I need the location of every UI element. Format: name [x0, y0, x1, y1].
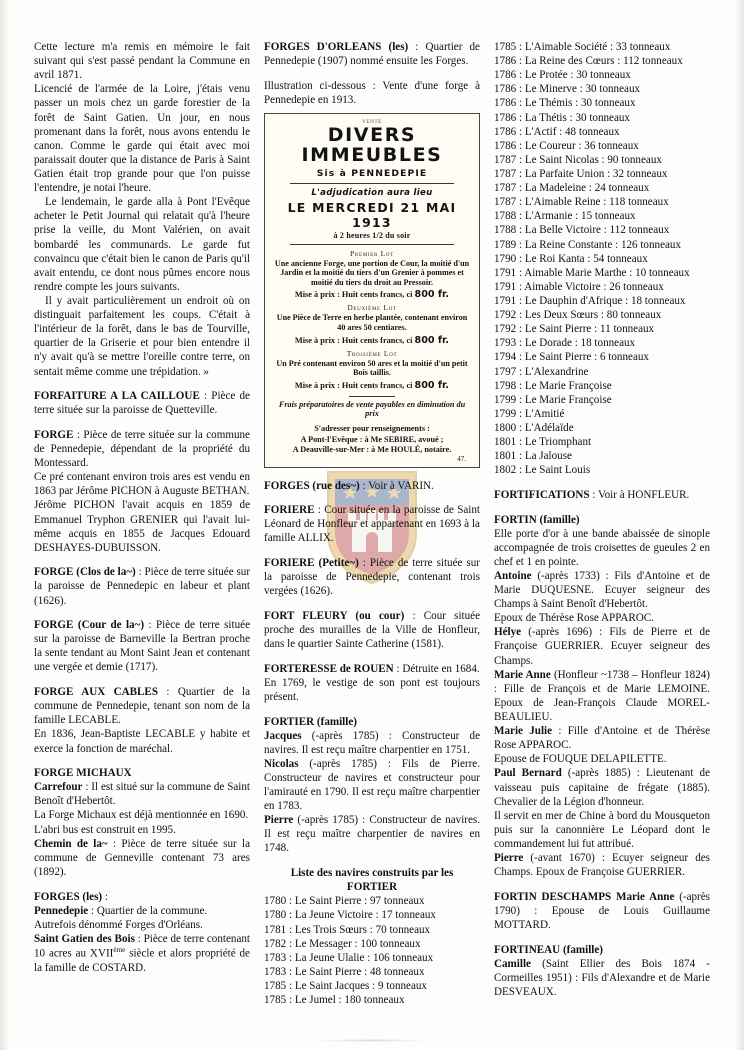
entry-detail-line: La Forge Michaux est déjà mentionnée en 1690.	[34, 809, 249, 822]
entry-subentry	[264, 813, 480, 855]
entry-separator: :	[404, 609, 424, 622]
ad-lot-body: Une ancienne Forge, une portion de Cour, la moitié d'un Jardin et la moitié du tiers d'un Grenier à pommes et moitié du tiers du droit au Pressoir.	[274, 258, 470, 287]
illustration-caption: Illustration ci-dessous : Vente d'une forge à Pennedepie en 1913.	[264, 79, 480, 106]
entry-separator: :	[135, 566, 145, 579]
subentry-text: Fils de Pierre et de Françoise GUERRIER. Ecuyer seigneur des Champs.	[494, 626, 710, 667]
subentry-separator: (Saint Ellier des Bois 1874 - Cormeilles 1951) :	[494, 957, 710, 984]
entry-headword: FORIERE (Petite~)	[264, 557, 359, 570]
ad-pre-line: VENTE	[362, 118, 382, 125]
ad-lot-price	[272, 380, 472, 391]
entry-headword: FORIERE	[264, 504, 315, 517]
subentry-term: Paul Bernard	[494, 767, 562, 780]
dictionary-entry	[34, 428, 250, 470]
entry-separator: :	[144, 619, 157, 632]
subentry-separator: (-après 1696) :	[521, 626, 610, 639]
ship-list-item: 1794 : Le Saint Pierre : 6 tonneaux	[494, 351, 649, 364]
entry-body: Pièce de terre située sur la commune de Pennedepie, dépendant de la propriété du Montessard.	[34, 428, 250, 470]
dictionary-entry	[264, 715, 480, 729]
entry-detail-line: En 1769, le vestige de son pont est toujours présent.	[264, 676, 480, 703]
subentry-term: Marie Anne	[494, 668, 551, 681]
entry-body: Cour située en la paroisse de Saint Léonard de Honfleur et appartenant en 1693 à la famille ALLIX.	[264, 504, 480, 545]
ship-list-item: 1799 : Le Marie Françoise	[494, 393, 612, 406]
ship-list-item: 1787 : La Parfaite Union : 32 tonneaux	[494, 167, 668, 180]
subentry-separator: :	[552, 725, 568, 738]
ship-list-item: 1802 : Le Saint Louis	[494, 464, 591, 477]
subentry-term: Antoine	[494, 569, 532, 582]
intro-paragraph-1: Cette lecture m'a remis en mémoire le fait suivant qui s'est passé pendant la Commune en avril 1871.	[34, 41, 250, 82]
entry-subentry	[264, 729, 480, 757]
ship-list-item: 1788 : La Belle Victoire : 112 tonneaux	[494, 224, 670, 237]
dictionary-entry	[34, 890, 250, 904]
entry-separator: :	[102, 890, 108, 903]
ad-lot-price-prefix: Mise à prix : Huit cents francs, ci	[294, 290, 415, 300]
ad-lot-body: Un Pré contenant environ 50 ares et la moitié d'un petit Bois taillis.	[276, 358, 468, 378]
ad-lot-price	[272, 289, 472, 300]
ad-italic-line: L'adjudication aura lieu	[311, 187, 433, 198]
dictionary-entry	[34, 685, 250, 727]
subentry-term: Carrefour	[34, 781, 83, 794]
entry-headword: FORGES (les)	[34, 890, 103, 903]
subentry-term: Camille	[494, 957, 531, 970]
ship-list-continued	[494, 40, 710, 477]
subentry-separator: (-après 1785) :	[293, 814, 370, 827]
entry-body: Pièce de terre située sur la paroisse de Pennedepic en labeur et plant (1626).	[34, 566, 251, 607]
ad-short-rule	[349, 396, 395, 397]
ship-list-item: 1800 : L'Adélaïde	[494, 421, 574, 434]
ship-list-item: 1783 : Le Saint Pierre : 48 tonneaux	[264, 965, 425, 978]
ship-list-title-line-1: Liste des navires construits par les	[290, 867, 454, 880]
subentry-term: Pierre	[494, 852, 524, 865]
ship-list-item: 1793 : Le Dorade : 18 tonneaux	[494, 337, 636, 350]
ship-list-item: 1787 : La Madeleine : 24 tonneaux	[494, 182, 650, 195]
ship-list-item: 1801 : La Jalouse	[494, 450, 572, 463]
subentry-term: Chemin de la~	[34, 837, 108, 850]
ad-lot-price	[272, 335, 472, 346]
subentry-text-b: siècle et alors propriété de la famille de COSTARD.	[34, 947, 250, 974]
ad-lot-price-value: 800 fr.	[414, 379, 450, 391]
entry-subentry	[494, 957, 710, 999]
entry-body: Pièce de terre située sur la paroisse de Pennedepie, contenant trois vergées (1626).	[264, 557, 480, 598]
entry-detail-line: Ce pré contenant environ trois ares est vendu en 1863 par Jérôme PICHON à Auguste BETHAN.	[34, 471, 250, 498]
entry-body: Epouse de Louis Guillaume MOTTARD.	[494, 904, 710, 932]
ship-list-item: 1783 : La Jeune Ulalie : 106 tonneaux	[264, 951, 434, 964]
entry-body: Cour située proche des murailles de la Ville de Honfleur, dans le quartier Sainte Catherine (1581).	[264, 609, 481, 651]
entry-detail-line: En 1836, Jean-Baptiste LECABLE y habite et exerce la fonction de maréchal.	[34, 728, 250, 755]
subentry-text: Il est situé sur la commune de Saint Benoît d'Hebertôt.	[34, 781, 250, 808]
ship-list-item: 1780 : Le Saint Pierre : 97 tonneaux	[264, 895, 425, 908]
subentry-text: Constructeur de navires. Il est reçu maître charpentier en 1751.	[264, 729, 480, 756]
entry-body: Pièce de terre située sur la paroisse de Quetteville.	[34, 390, 250, 417]
entry-separator: :	[199, 390, 212, 403]
entry-separator: :	[408, 41, 426, 53]
ordinal-suffix: ème	[113, 945, 126, 954]
ship-list-title-line-2: FORTIER	[346, 881, 398, 894]
page-fold-mark	[312, 1039, 432, 1042]
ship-list-item: 1789 : La Reine Constante : 126 tonneaux	[494, 238, 682, 251]
subentry-text: Pièce de terre située sur la commune de Genneville contenant 73 ares (1892).	[34, 837, 251, 878]
dictionary-entry	[494, 890, 710, 932]
subentry-term: Marie Julie	[494, 725, 553, 738]
ship-list-item: 1801 : Le Triomphant	[494, 436, 592, 449]
ship-list-item: 1786 : Le Thémis : 30 tonneaux	[494, 97, 636, 110]
subentry-text: Lieutenant de vaisseau puis capitaine de frégate (1885). Chevalier de la Légion d'honneur.	[494, 767, 710, 808]
ship-list-item: 1780 : La Jeune Victoire : 17 tonneaux	[264, 909, 436, 922]
ad-contact-block	[272, 424, 472, 455]
dictionary-entry	[264, 609, 480, 651]
entry-subentry	[34, 837, 250, 879]
column-right	[494, 40, 711, 998]
ship-list-item: 1788 : L'Armanie : 15 tonneaux	[494, 210, 636, 223]
subentry-separator: :	[88, 904, 97, 917]
entry-detail-line: Jérôme PICHON l'avait acquis en 1859 de Emmanuel Tryphon GRENIER qui l'avait lui-même acquis en 1855 de Jacques Edouard DESHAYES-DUBUISSON.	[34, 499, 250, 554]
dictionary-entry	[264, 556, 480, 598]
ship-list-item: 1785 : Le Saint Jacques : 9 tonneaux	[264, 979, 427, 992]
entry-separator: :	[359, 479, 369, 492]
entry-subentry	[494, 809, 710, 851]
entry-subentry	[264, 757, 480, 813]
newspaper-advertisement-1913	[264, 113, 480, 468]
ship-list-middle	[264, 894, 480, 1007]
ship-list-item: 1799 : L'Amitié	[494, 407, 565, 420]
ship-list-item: 1787 : Le Saint Nicolas : 90 tonneaux	[494, 153, 662, 166]
ship-list-item: 1791 : Aimable Marie Marthe : 10 tonneaux	[494, 266, 690, 279]
ad-number: 47.	[457, 455, 466, 464]
entry-subentry	[494, 851, 710, 879]
entry-subentry	[494, 724, 710, 752]
entry-separator: :	[589, 488, 599, 501]
ad-lot-label: Deuxième Lot	[347, 303, 397, 313]
ad-lot-price-value: 800 fr.	[414, 334, 450, 346]
ad-contact-line: A Deauville-sur-Mer : à Me HOULÉ, notaire.	[292, 444, 452, 454]
ad-subtitle: Sis à PENNEDEPIE	[316, 167, 428, 179]
entry-subentry	[494, 766, 710, 808]
entry-headword: FORFAITURE A LA CAILLOUE	[34, 390, 200, 403]
subentry-separator: (-après 1785) :	[298, 757, 402, 770]
entry-headword: FORTINEAU (famille)	[494, 943, 603, 956]
entry-separator: :	[73, 428, 84, 441]
ad-lot-price-prefix: Mise à prix : Huit cents francs, ci	[294, 335, 415, 345]
entry-headword: FORGES (rue des~)	[264, 479, 360, 492]
ship-list-item: 1792 : Les Deux Sœurs : 80 tonneaux	[494, 309, 662, 322]
ad-fees-line: Frais préparatoires de vente payables en diminution du prix	[278, 399, 466, 419]
subentry-text: Fils d'Antoine et de Marie DUQUESNE. Ecuyer seigneur des Champs à Saint Benoît d'Hebertôt.	[494, 569, 710, 611]
ship-list-item: 1786 : Le Protée : 30 tonneaux	[494, 69, 631, 82]
entry-body: Voir à HONFLEUR.	[598, 488, 690, 501]
subentry-text: Epouse de FOUQUE DELAPILETTE.	[494, 753, 667, 766]
subentry-separator: (-après 1733) :	[531, 569, 615, 582]
subentry-text: Constructeur de navires. Il est reçu maître charpentier de navires en 1748.	[264, 814, 480, 855]
entry-headword: FORGE MICHAUX	[34, 767, 132, 780]
entry-body: Pièce de terre située sur la paroisse de Barneville la Bertran proche la sente tendant au Mont Saint Jean et contenant une vergée et demie (1717).	[34, 619, 250, 674]
entry-headword: FORT FLEURY (ou cour)	[264, 609, 405, 622]
ad-divider	[290, 244, 454, 245]
ship-list-item: 1798 : Le Marie Françoise	[494, 379, 612, 392]
subentry-separator: (-après 1885) :	[561, 767, 646, 780]
subentry-separator: :	[134, 932, 144, 945]
ad-contact-intro: S'adresser pour renseignements :	[314, 424, 430, 434]
entry-subentry	[34, 904, 250, 918]
entry-headword: FORTIER (famille)	[264, 715, 357, 728]
entry-separator: (-après 1790) :	[494, 890, 710, 917]
ship-list-item: 1787 : L'Aimable Reine : 118 tonneaux	[494, 196, 669, 209]
subentry-text: Quartier de la commune.	[96, 904, 208, 917]
entry-subentry	[494, 668, 710, 724]
entry-headword: FORTERESSE de ROUEN	[264, 662, 394, 675]
ad-hour-line: à 2 heures 1/2 du soir	[333, 230, 411, 240]
subentry-term: Saint Gatien des Bois	[34, 932, 135, 945]
subentry-text: Fille d'Antoine et de Thérèse Rose APPAROC.	[494, 725, 710, 752]
subentry-text-a: Pièce de terre contenant 10 acres au XVII	[34, 932, 250, 960]
subentry-separator: (-après 1785) :	[301, 729, 403, 742]
entry-body: Voir à VARIN.	[368, 479, 434, 492]
entry-headword: FORGE AUX CABLES	[34, 686, 158, 699]
entry-separator: :	[314, 504, 325, 517]
ship-list-item: 1792 : Le Saint Pierre : 11 tonneaux	[494, 323, 655, 336]
ad-contact-line: A Pont-l'Evêque : à Me SEBIRE, avoué ;	[300, 434, 444, 444]
subentry-term: Hélye	[494, 626, 522, 639]
ad-lot-label: Troisième Lot	[346, 348, 398, 358]
ad-divider	[290, 183, 454, 184]
dictionary-entry	[34, 618, 250, 674]
ship-list-item: 1791 : Aimable Victoire : 26 tonneaux	[494, 280, 664, 293]
entry-detail-line: Autrefois dénommé Forges d'Orléans.	[34, 918, 203, 931]
page-edge-shadow-left	[0, 0, 10, 1050]
entry-separator: :	[358, 557, 370, 570]
page-edge-shadow-right	[734, 0, 744, 1050]
dictionary-entry	[494, 513, 710, 527]
entry-blazon-description: Elle porte d'or à une bande abaissée de sinople accompagnée de trois croisettes de gueules 2 en chef et 1 en pointe.	[494, 527, 710, 568]
dictionary-entry	[34, 389, 250, 417]
dictionary-entry	[494, 943, 710, 957]
ad-lot-body: Une Pièce de Terre en herbe plantée, contenant environ 40 ares 50 centiares.	[276, 313, 468, 332]
ship-list-item: 1781 : Les Trois Sœurs : 70 tonneaux	[264, 923, 431, 936]
subentry-term: Nicolas	[264, 757, 299, 770]
intro-paragraph-4: Il y avait particulièrement un endroit où on distinguait parfaitement les coups. C'était à l'intérieur de la forêt, dans le bas de Tourville, quartier de la Griserie et pour bien entendre il n'y avait qu'à se mettre l'oreille contre terre, on sentait même comme une trépidation. »	[34, 294, 250, 378]
dictionary-entry	[494, 488, 710, 502]
entry-body: Détruite en 1684.	[402, 662, 480, 675]
entry-headword: FORTIFICATIONS	[494, 488, 590, 501]
ship-list-item: 1797 : L'Alexandrine	[494, 365, 589, 378]
subentry-text: Ecuyer seigneur des Champs. Epoux de Françoise GUERRIER.	[494, 852, 710, 879]
ad-lot-price-prefix: Mise à prix : Huit cents francs, ci	[294, 380, 415, 390]
entry-subentry	[494, 625, 710, 667]
entry-headword: FORTIN (famille)	[494, 513, 580, 526]
ship-list-item: 1790 : Le Roi Kanta : 54 tonneaux	[494, 252, 648, 265]
ship-list-item: 1786 : La Thétis : 30 tonneaux	[494, 111, 630, 124]
entry-subentry	[494, 752, 710, 766]
entry-subentry	[494, 569, 710, 611]
ship-list-item: 1786 : Le Coureur : 36 tonneaux	[494, 139, 639, 152]
entry-headword: FORGE	[34, 428, 74, 441]
entry-body: Quartier de la commune de Pennedepie, tenant son nom de la famille LECABLE.	[34, 686, 250, 727]
entry-subentry	[34, 932, 250, 975]
entry-headword: FORGES D'ORLEANS (les)	[264, 41, 409, 53]
column-middle	[264, 40, 481, 1007]
ship-list-item: 1786 : L'Actif : 48 tonneaux	[494, 125, 620, 138]
entry-headword: FORTIN DESCHAMPS Marie Anne	[494, 890, 675, 903]
entry-subentry	[494, 611, 710, 625]
ad-date-line: LE MERCREDI 21 MAI 1913	[287, 199, 457, 230]
entry-headword: FORGE (Clos de la~)	[34, 566, 136, 579]
subentry-text: Fille de François et de Marie LEMOINE. Epoux de Jean-François Claude MOREL-BEAULIEU.	[494, 682, 711, 724]
entry-headword: FORGE (Cour de la~)	[34, 619, 145, 632]
intro-paragraph-3: Le lendemain, le garde alla à Pont l'Evêque acheter le Petit Journal qui relatait qu'à l'heure prise la veille, du Mont Valérien, on avait bombardé les communards. Le garde fut convaincu que c'était bien le canon de Paris qu'il avait entendu, ce dont nous pûmes encore nous rendre compte les jours suivants.	[34, 196, 250, 293]
subentry-term: Pennedepie	[34, 904, 89, 917]
entry-body: Quartier de Pennedepie (1907) nommé ensuite les Forges.	[264, 41, 480, 68]
ship-list-item: 1782 : Le Messager : 100 tonneaux	[264, 937, 421, 950]
ad-lot-label: Premier Lot	[349, 248, 394, 258]
ship-list-item: 1785 : L'Aimable Société : 33 tonneaux	[494, 41, 671, 53]
subentry-text: Epoux de Thérèse Rose APPAROC.	[494, 612, 654, 625]
subentry-term: Jacques	[264, 729, 302, 742]
ship-list-item: 1785 : Le Jumel : 180 tonneaux	[264, 994, 405, 1007]
intro-paragraph-2: Licencié de l'armée de la Loire, j'étais venu passer un mois chez un garde forestier de la forêt de Saint Gatien. Un jour, en nous promenant dans la forêt, nous avons entendu le canon. Comme le garde qui était avec moi paraissait douter que la distance de Paris à Saint Gatien était trop grande pour que l'on puisse l'entendre, je notai l'heure.	[34, 83, 250, 195]
entry-detail-line: L'abri bus est construit en 1995.	[34, 823, 176, 836]
subentry-term: Pierre	[264, 814, 294, 827]
dictionary-entry	[264, 662, 480, 676]
subentry-separator: :	[107, 837, 122, 850]
dictionary-entry	[34, 766, 250, 780]
dictionary-entry	[34, 565, 250, 607]
ship-list-item: 1791 : Le Dauphin d'Afrique : 18 tonneaux	[494, 294, 686, 307]
subentry-separator: (Honfleur ~1738 – Honfleur 1824) :	[494, 668, 710, 695]
ship-list-item: 1786 : Le Minerve : 30 tonneaux	[494, 83, 641, 96]
column-left	[34, 40, 251, 974]
entry-separator: :	[393, 662, 403, 675]
dictionary-entry	[264, 479, 480, 493]
subentry-text: Fils d'Alexandre et de Marie DESVEAUX.	[494, 971, 710, 998]
entry-separator: :	[158, 686, 178, 699]
dictionary-entry	[264, 40, 480, 68]
ship-list-item: 1786 : La Reine des Cœurs : 112 tonneaux	[494, 55, 683, 68]
subentry-text: Fils de Pierre. Constructeur de navires et constructeur pour l'amirauté en 1790. Il est reçu maître charpentier en 1783.	[264, 757, 480, 813]
subentry-text: Il servit en mer de Chine à bord du Mousqueton puis sur la canonnière Le Léopard dont le commandement lui fut attribué.	[494, 809, 710, 851]
ad-lot-price-value: 800 fr.	[414, 289, 450, 301]
subentry-separator: (-avant 1670) :	[523, 852, 613, 865]
subentry-separator: :	[82, 781, 92, 794]
ad-title: DIVERS IMMEUBLES	[301, 123, 443, 166]
dictionary-entry	[264, 503, 480, 545]
entry-subentry	[34, 780, 250, 808]
